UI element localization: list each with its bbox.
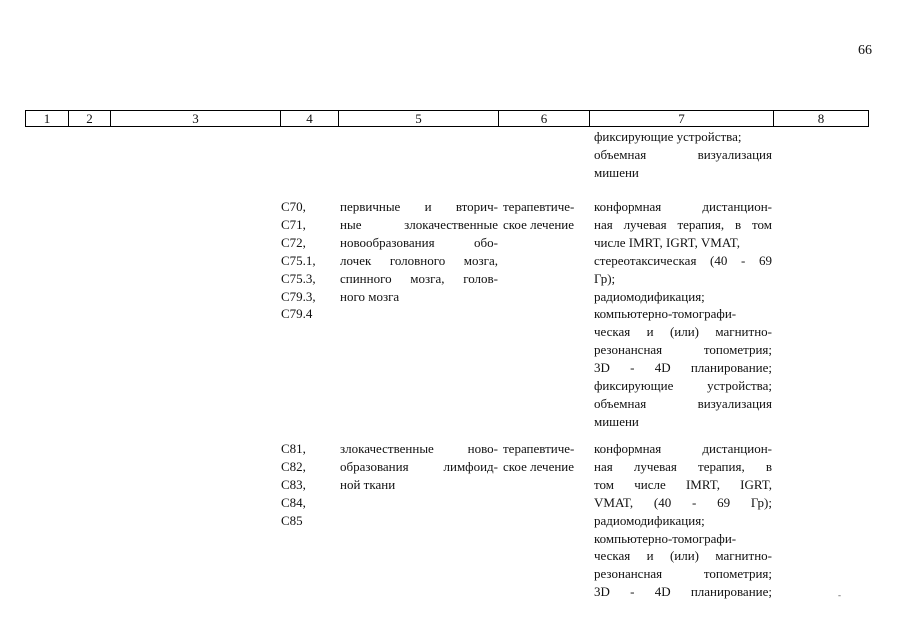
icd-code: C81, — [281, 441, 306, 456]
icd-code: C82, — [281, 458, 306, 474]
method-line: Гр); — [594, 270, 616, 286]
continuation-line: фиксирующие устройства; — [594, 129, 742, 144]
description-line: первичные и вторич- — [340, 199, 498, 214]
icd-code: C70, — [281, 199, 306, 214]
method-line: VMAT, (40 - 69 Гр); — [594, 494, 772, 510]
method-line: 3D - 4D планирование; — [594, 360, 772, 376]
method-line: мишени — [594, 413, 639, 429]
method-line: резонансная топометрия; — [594, 342, 772, 358]
description-line: лочек головного мозга, — [340, 252, 498, 268]
entry-2-treatment — [503, 440, 589, 476]
method-line: ная лучевая терапия, в — [594, 458, 772, 474]
description-line: ной ткани — [340, 476, 396, 492]
table-header-row — [25, 110, 869, 127]
method-line: ная лучевая терапия, в том — [594, 216, 772, 232]
entry-1-description — [340, 198, 498, 305]
header-cell-6: 6 — [499, 111, 590, 126]
header-cell-8: 8 — [817, 111, 825, 126]
description-line: злокачественные ново- — [340, 441, 498, 456]
header-cell-5: 5 — [339, 111, 499, 126]
method-line: конформная дистанцион- — [594, 441, 772, 456]
description-line: спинного мозга, голов- — [340, 270, 498, 286]
icd-code: C75.3, — [281, 270, 316, 286]
method-line: стереотаксическая (40 - 69 — [594, 252, 772, 268]
method-line: числе IMRT, IGRT, VMAT, — [594, 234, 740, 250]
description-line: образования лимфоид- — [340, 458, 498, 474]
method-line: радиомодификация; — [594, 512, 705, 528]
entry-1-method — [594, 198, 772, 431]
header-cell-3: 3 — [111, 111, 281, 126]
method-line: конформная дистанцион- — [594, 199, 772, 214]
entry-2-codes — [281, 440, 306, 530]
icd-code: C84, — [281, 494, 306, 510]
icd-code: C79.4 — [281, 306, 313, 322]
method-line: радиомодификация; — [594, 288, 705, 304]
continuation-line: объемная визуализация — [594, 146, 772, 162]
entry-2-description — [340, 440, 498, 494]
method-line: 3D - 4D планирование; — [594, 584, 772, 600]
method-line: ческая и (или) магнитно- — [594, 324, 772, 340]
treatment-line: ское лечение — [503, 458, 575, 474]
icd-code: C79.3, — [281, 288, 316, 304]
margin-mark: - — [838, 590, 841, 600]
method-line: компьютерно-томографи- — [594, 530, 737, 546]
header-cell-7: 7 — [590, 111, 774, 126]
entry-1-treatment — [503, 198, 589, 234]
header-cell-1: 1 — [26, 111, 69, 126]
treatment-line: ское лечение — [503, 216, 575, 232]
entry-1-codes — [281, 198, 316, 323]
icd-code: C75.1, — [281, 252, 316, 268]
method-line: объемная визуализация — [594, 395, 772, 411]
header-cell-4: 4 — [281, 111, 339, 126]
continuation-method-text — [594, 128, 772, 182]
method-line: компьютерно-томографи- — [594, 306, 737, 322]
icd-code: C83, — [281, 476, 306, 492]
page-number: 66 — [858, 43, 872, 58]
icd-code: C85 — [281, 512, 303, 528]
header-cell-2: 2 — [69, 111, 111, 126]
method-line: том числе IMRT, IGRT, — [594, 476, 772, 492]
treatment-line: терапевтиче- — [503, 199, 575, 214]
treatment-line: терапевтиче- — [503, 441, 575, 456]
icd-code: C72, — [281, 234, 306, 250]
description-line: новообразования обо- — [340, 234, 498, 250]
icd-code: C71, — [281, 216, 306, 232]
entry-2-method — [594, 440, 772, 601]
continuation-line: мишени — [594, 164, 639, 180]
method-line: фиксирующие устройства; — [594, 378, 772, 394]
method-line: ческая и (или) магнитно- — [594, 548, 772, 564]
description-line: ные злокачественные — [340, 216, 498, 232]
description-line: ного мозга — [340, 288, 400, 304]
method-line: резонансная топометрия; — [594, 566, 772, 582]
